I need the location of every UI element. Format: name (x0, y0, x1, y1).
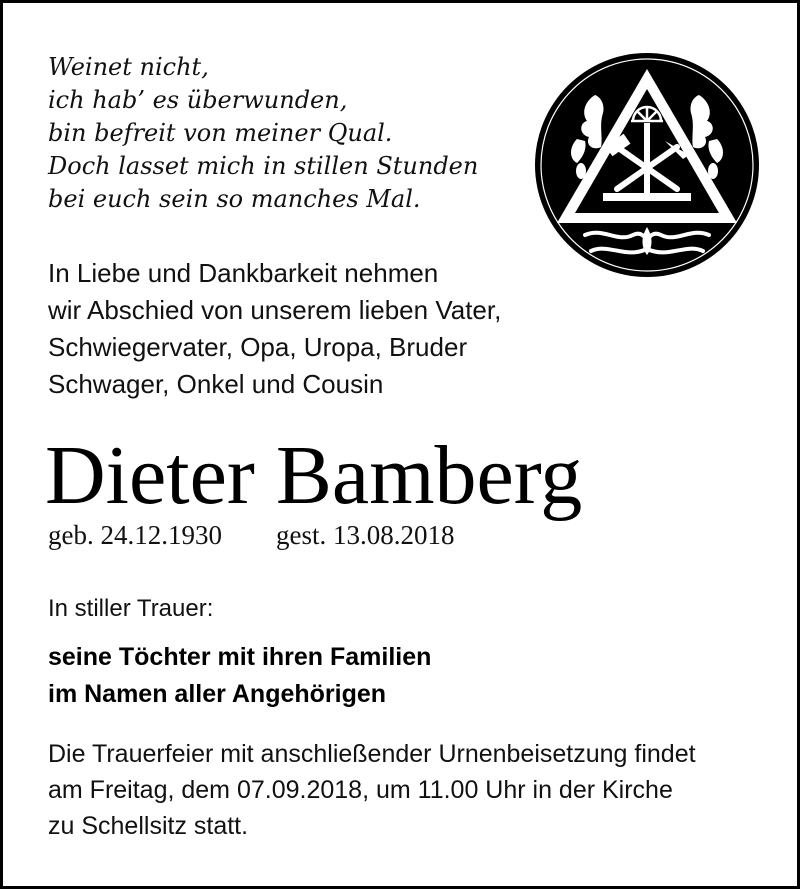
intro-line: Schwager, Onkel und Cousin (48, 369, 384, 399)
funeral-line: zu Schellsitz statt. (48, 812, 249, 840)
mourners (48, 639, 431, 713)
birth-date: geb. 24.12.1930 (48, 520, 222, 550)
poem-line: bin befreit von meiner Qual. (48, 119, 393, 147)
poem-line: bei euch sein so manches Mal. (48, 185, 421, 213)
poem-line: ich hab’ es überwunden, (48, 86, 348, 114)
poem-line: Weinet nicht, (48, 53, 209, 81)
intro-text (48, 255, 548, 403)
life-dates (48, 518, 454, 552)
funeral-line: Die Trauerfeier mit anschließender Urnenbeisetzung findet (48, 740, 696, 768)
funeral-line: am Freitag, dem 07.09.2018, um 11.00 Uhr in der Kirche (48, 776, 673, 804)
poem-line: Doch lasset mich in stillen Stunden (48, 152, 479, 180)
miners-emblem-icon (533, 51, 761, 279)
mourners-line: seine Töchter mit ihren Familien (48, 643, 432, 671)
intro-line: Schwiegervater, Opa, Uropa, Bruder (48, 332, 468, 362)
funeral-info (48, 736, 788, 844)
mourning-label: In stiller Trauer: (48, 595, 214, 622)
mourners-line: im Namen aller Angehörigen (48, 680, 387, 708)
poem (48, 51, 538, 216)
death-date: gest. 13.08.2018 (275, 520, 455, 550)
deceased-name: Dieter Bamberg (45, 429, 583, 522)
intro-line: In Liebe und Dankbarkeit nehmen (48, 258, 439, 288)
intro-line: wir Abschied von unserem lieben Vater, (48, 295, 502, 325)
